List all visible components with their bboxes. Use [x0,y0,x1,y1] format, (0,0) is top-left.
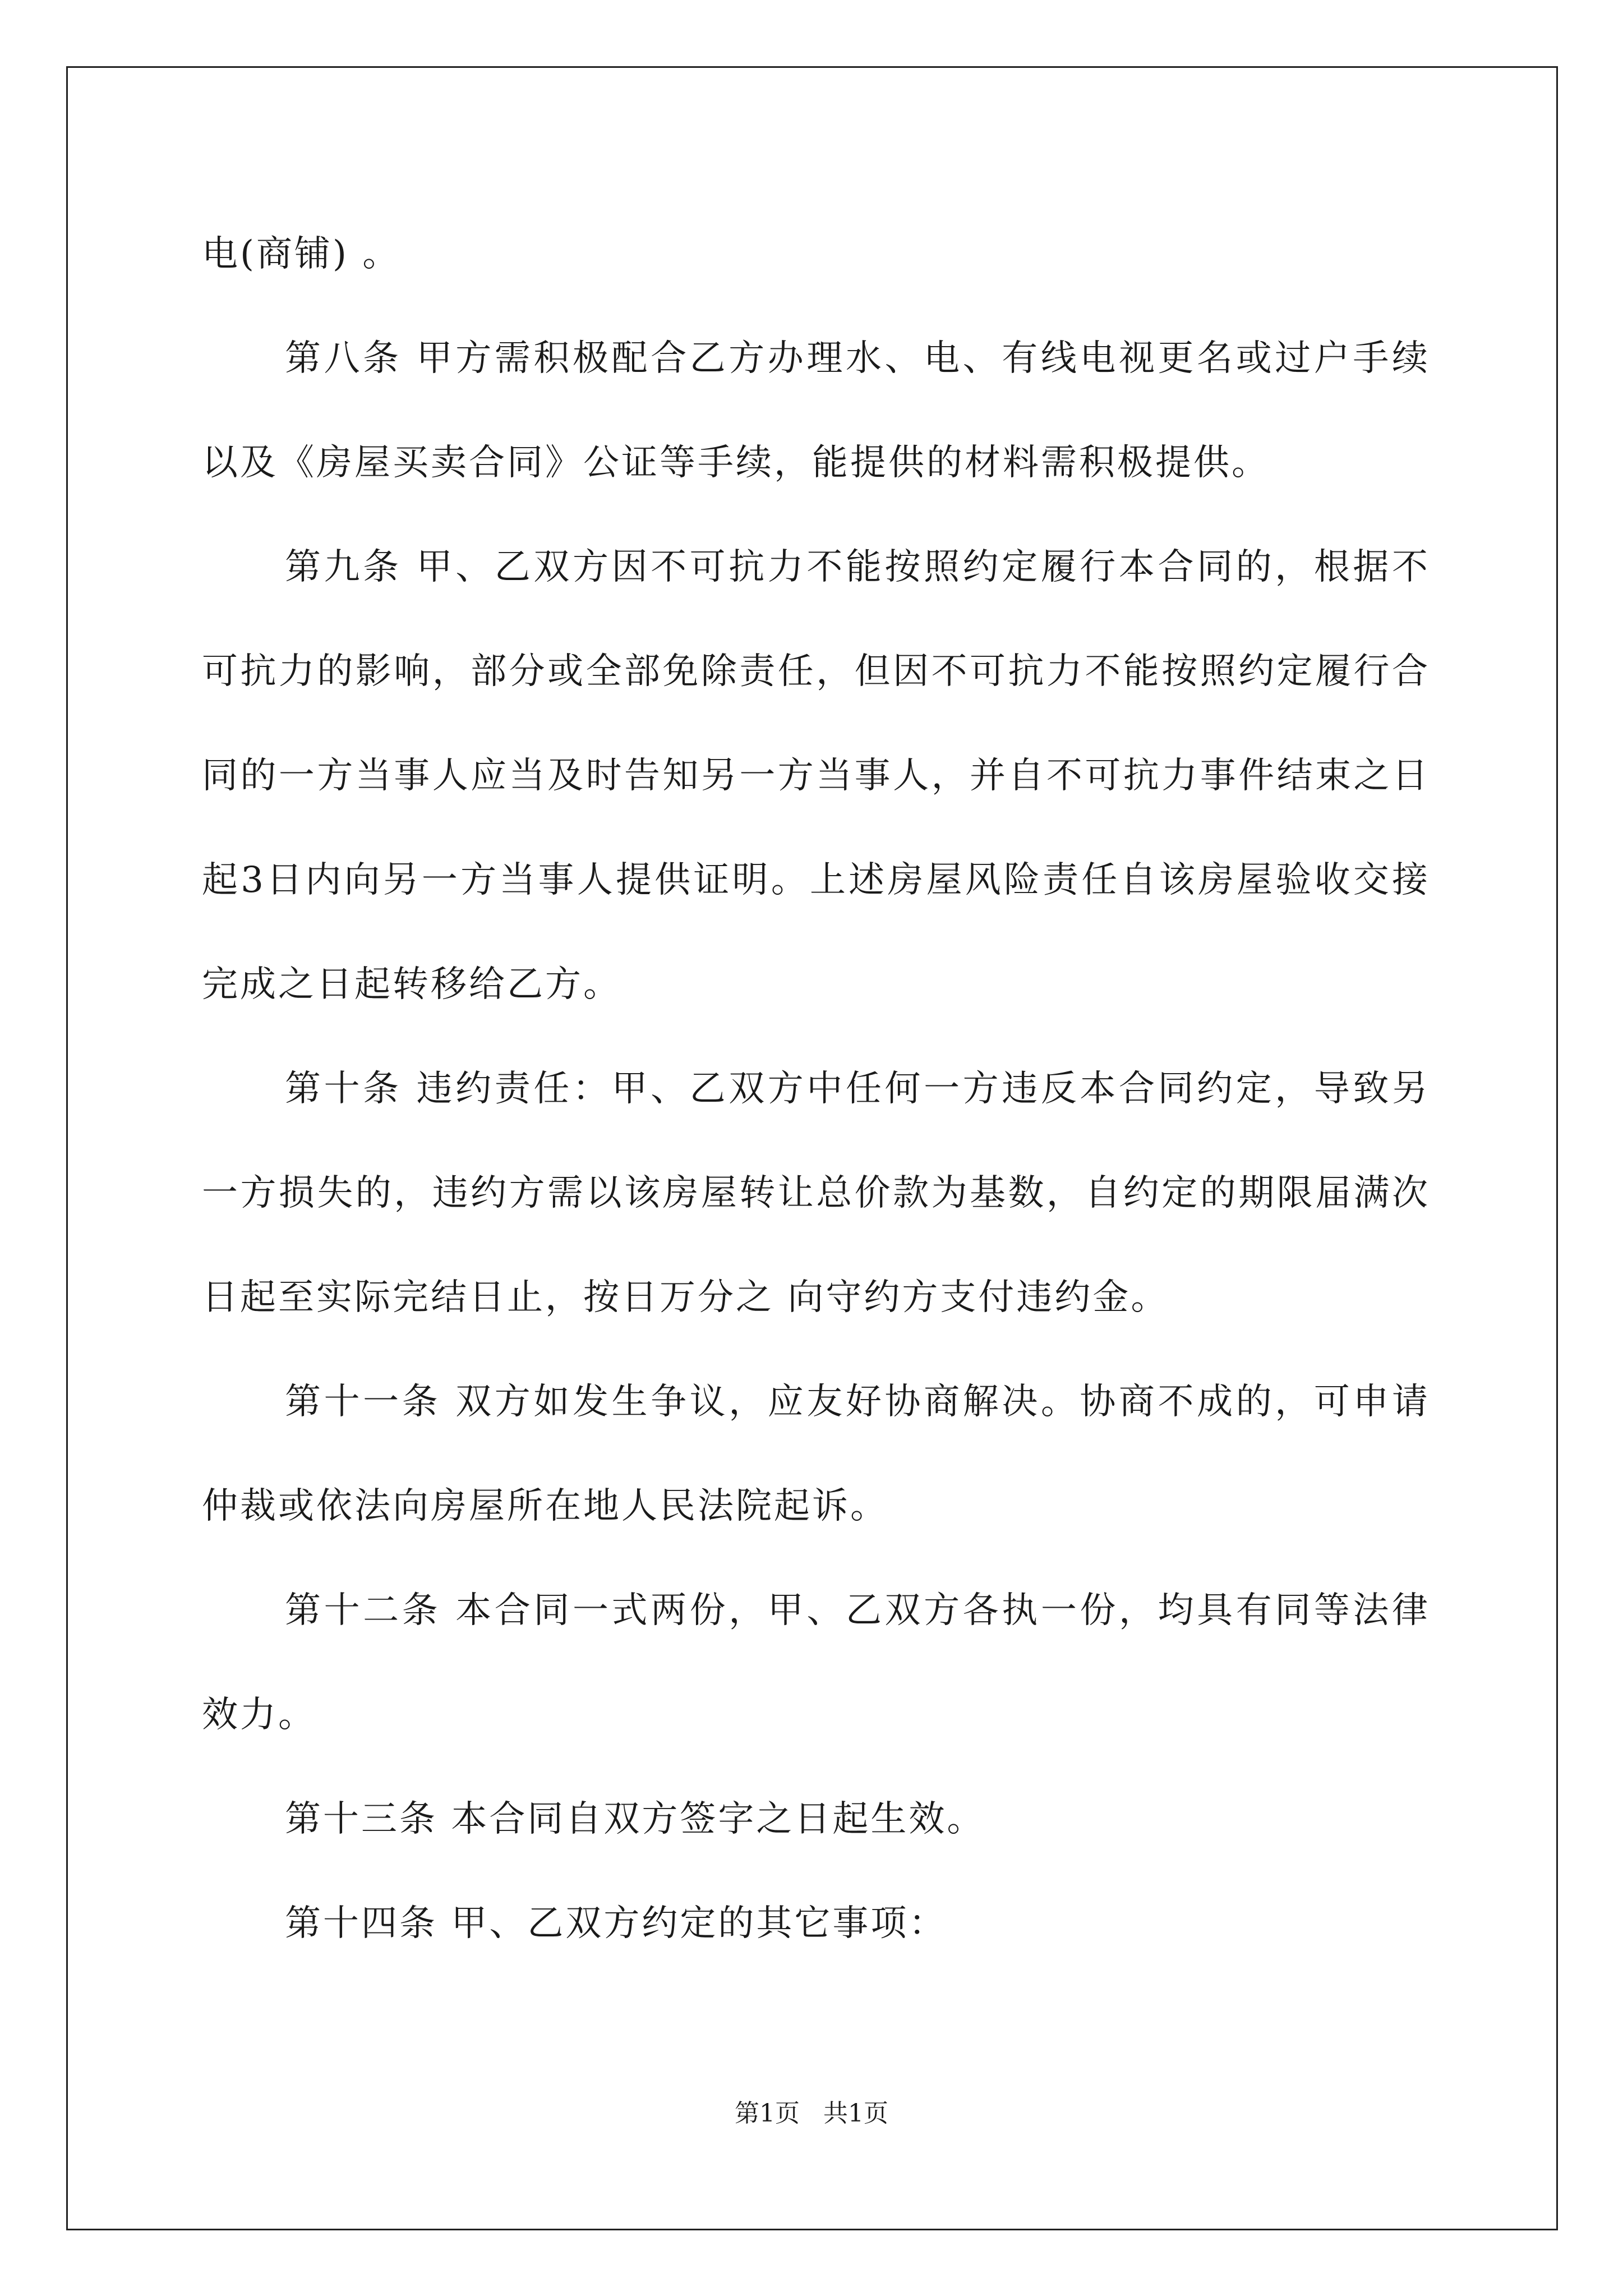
paragraph-article-14: 第十四条 甲、乙双方约定的其它事项： [285,1903,947,1944]
page-footer [0,2097,1623,2131]
page-number: 第1页 [735,2099,800,2128]
paragraph-continuation: 电(商铺) 。 [202,233,401,275]
paragraph-article-12: 第十二条 本合同一式两份，甲、乙双方各执一份，均具有同等法律效力。 [202,1590,1430,1736]
paragraph-article-10: 第十条 违约责任：甲、乙双方中任何一方违反本合同约定，导致另一方损失的，违约方需以该房屋转让总价款为基数，自约定的期限届满次日起至实际完结日止，按日万分之 向守约方支付违约金。 [202,1068,1430,1318]
paragraph-article-11: 第十一条 双方如发生争议，应友好协商解决。协商不成的，可申请仲裁或依法向房屋所在地人民法院起诉。 [202,1381,1430,1527]
document-body [202,202,1430,1976]
paragraph-article-8: 第八条 甲方需积极配合乙方办理水、电、有线电视更名或过户手续以及《房屋买卖合同》公证等手续，能提供的材料需积极提供。 [202,338,1430,484]
page-total: 共1页 [823,2099,888,2128]
paragraph-article-9: 第九条 甲、乙双方因不可抗力不能按照约定履行本合同的，根据不可抗力的影响，部分或全部免除责任，但因不可抗力不能按照约定履行合同的一方当事人应当及时告知另一方当事人，并自不可抗力事件结束之日起3日内向另一方当事人提供证明。上述房屋风险责任自该房屋验收交接完成之日起转移给乙方。 [202,546,1430,1005]
paragraph-article-13: 第十三条 本合同自双方签字之日起生效。 [285,1798,985,1840]
